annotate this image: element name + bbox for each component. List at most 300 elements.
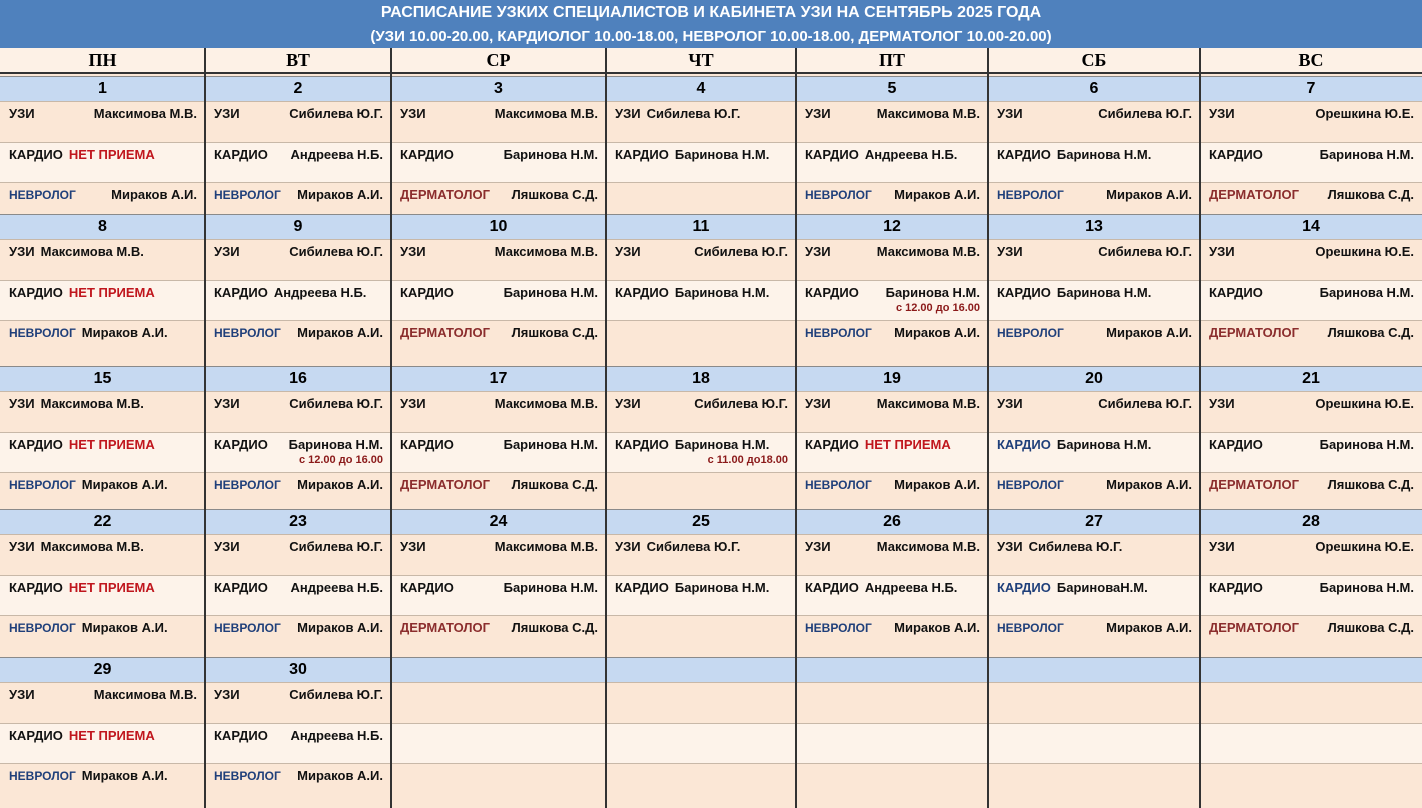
slot-line: [214, 437, 383, 453]
specialty-label: КАРДИО: [1209, 580, 1263, 595]
slot-line: [9, 325, 197, 341]
slot-line: [615, 244, 788, 260]
schedule-slot: [606, 763, 796, 804]
schedule-slot: [1200, 280, 1422, 320]
slot-line: [214, 620, 383, 636]
schedule-slot: [988, 575, 1200, 615]
doctor-name: Сибилева Ю.Г.: [289, 244, 383, 259]
specialty-label: УЗИ: [9, 106, 35, 121]
slot-line: [1209, 539, 1414, 555]
slot-line: [997, 325, 1192, 341]
slot-content: [796, 473, 988, 507]
doctor-name: Мираков А.И.: [81, 768, 168, 783]
specialty-label: УЗИ: [997, 244, 1023, 259]
slot-content: [1200, 281, 1422, 320]
column-divider: [987, 48, 989, 808]
slot-line: [214, 477, 383, 493]
specialty-label: НЕВРОЛОГ: [9, 188, 76, 202]
doctor-name: Ляшкова С.Д.: [511, 325, 598, 340]
schedule-slot: [1200, 320, 1422, 365]
schedule-slot: [606, 101, 796, 142]
specialty-label: УЗИ: [805, 396, 831, 411]
specialty-label: УЗИ: [1209, 539, 1235, 554]
slot-content: [606, 102, 796, 142]
schedule-slot: [0, 391, 205, 432]
slot-content: [391, 433, 606, 472]
slot-line: [1209, 244, 1414, 260]
slot-content: [988, 321, 1200, 365]
slot-line: [805, 620, 980, 636]
slot-content: [391, 240, 606, 280]
specialty-label: КАРДИО: [400, 147, 454, 162]
weekday-header: ЧТ: [606, 48, 796, 74]
slot-content: [205, 764, 391, 804]
slot-content: [391, 616, 606, 652]
doctor-name: Мираков А.И.: [894, 620, 980, 635]
specialty-label: КАРДИО: [214, 728, 268, 743]
weekday-header: ВС: [1200, 48, 1422, 74]
specialty-label: НЕВРОЛОГ: [805, 188, 872, 202]
specialty-label: УЗИ: [997, 539, 1023, 554]
schedule-slot: [391, 472, 606, 507]
schedule-slot: [1200, 763, 1422, 804]
slot-content: [796, 102, 988, 142]
slot-content: [796, 433, 988, 472]
slot-line: [9, 620, 197, 636]
specialty-label: УЗИ: [615, 396, 641, 411]
slot-line: [997, 437, 1192, 453]
specialty-label: КАРДИО: [9, 285, 63, 300]
page-title: РАСПИСАНИЕ УЗКИХ СПЕЦИАЛИСТОВ И КАБИНЕТА УЗИ НА СЕНТЯБРЬ 2025 ГОДА: [380, 4, 1042, 21]
slot-line: [1209, 477, 1414, 493]
schedule-slot: [796, 763, 988, 804]
slot-content: [205, 102, 391, 142]
slot-content: [988, 576, 1200, 615]
slot-content: [796, 183, 988, 214]
specialty-label: КАРДИО: [997, 147, 1051, 162]
day-number: 25: [606, 509, 796, 534]
specialty-label: НЕВРОЛОГ: [9, 621, 76, 635]
day-number: 28: [1200, 509, 1422, 534]
schedule-slot: [988, 534, 1200, 575]
slot-content: [988, 535, 1200, 575]
doctor-name: Максимова М.В.: [93, 687, 197, 702]
specialty-label: УЗИ: [1209, 244, 1235, 259]
doctor-name: Сибилева Ю.Г.: [289, 539, 383, 554]
slot-line: [615, 285, 788, 301]
day-number: 29: [0, 657, 205, 682]
slot-line: [997, 187, 1192, 203]
slot-content: [796, 535, 988, 575]
slot-line: [9, 728, 197, 744]
slot-line: [9, 687, 197, 703]
doctor-name: Максимова М.В.: [494, 539, 598, 554]
specialty-label: КАРДИО: [214, 437, 268, 452]
title-bar: [0, 0, 1422, 48]
specialty-label: НЕВРОЛОГ: [214, 621, 281, 635]
slot-line: [997, 620, 1192, 636]
schedule-slot: [988, 142, 1200, 182]
day-number: [606, 657, 796, 682]
slot-line: [214, 244, 383, 260]
slot-line: [214, 539, 383, 555]
doctor-name: Максимова М.В.: [876, 244, 980, 259]
doctor-name: Максимова М.В.: [93, 106, 197, 121]
doctor-name: Баринова Н.М.: [288, 437, 383, 452]
specialty-label: КАРДИО: [615, 147, 669, 162]
day-number: 30: [205, 657, 391, 682]
doctor-name: Сибилева Ю.Г.: [289, 106, 383, 121]
specialty-label: НЕВРОЛОГ: [997, 326, 1064, 340]
schedule-slot: [606, 239, 796, 280]
slot-content: [606, 433, 796, 472]
slot-line: [400, 285, 598, 301]
specialty-label: КАРДИО: [997, 437, 1051, 452]
slot-line: [9, 147, 197, 163]
slot-content: [391, 392, 606, 432]
schedule-slot: [606, 472, 796, 507]
time-range-note: с 12.00 до 16.00: [895, 302, 980, 314]
schedule-slot: [606, 682, 796, 723]
specialty-label: КАРДИО: [805, 437, 859, 452]
slot-content: [606, 143, 796, 182]
doctor-name: Орешкина Ю.Е.: [1315, 396, 1414, 411]
schedule-slot: [391, 432, 606, 472]
specialty-label: УЗИ: [400, 244, 426, 259]
schedule-slot: [205, 320, 391, 365]
no-reception-text: НЕТ ПРИЕМА: [68, 580, 155, 595]
doctor-name: Андреева Н.Б.: [290, 580, 383, 595]
slot-line: [615, 147, 788, 163]
schedule-slot: [391, 391, 606, 432]
slot-line: [805, 396, 980, 412]
specialty-label: КАРДИО: [214, 285, 268, 300]
slot-line: [1209, 396, 1414, 412]
column-divider: [605, 48, 607, 808]
doctor-name: Максимова М.В.: [494, 244, 598, 259]
schedule-slot: [391, 682, 606, 723]
specialty-label: КАРДИО: [805, 285, 859, 300]
slot-content: [988, 392, 1200, 432]
schedule-slot: [391, 182, 606, 214]
weekday-header: СБ: [988, 48, 1200, 74]
slot-line: [997, 285, 1192, 301]
no-reception-text: НЕТ ПРИЕМА: [68, 728, 155, 743]
doctor-name: Ляшкова С.Д.: [1327, 187, 1414, 202]
schedule-slot: [796, 575, 988, 615]
slot-line: [9, 477, 197, 493]
slot-line: [214, 768, 383, 784]
slot-line: [214, 106, 383, 122]
slot-line: [997, 580, 1192, 596]
doctor-name: Баринова Н.М.: [1056, 437, 1152, 452]
schedule-slot: [391, 101, 606, 142]
slot-line: [400, 244, 598, 260]
slot-content: [1200, 143, 1422, 182]
slot-content: [796, 576, 988, 615]
slot-content: [205, 240, 391, 280]
schedule-slot: [988, 280, 1200, 320]
doctor-name: Максимова М.В.: [40, 244, 144, 259]
day-number: 19: [796, 366, 988, 391]
doctor-name: Орешкина Ю.Е.: [1315, 106, 1414, 121]
slot-content: [606, 240, 796, 280]
doctor-name: Сибилева Ю.Г.: [694, 244, 788, 259]
column-divider: [204, 48, 206, 808]
doctor-name: Мираков А.И.: [81, 325, 168, 340]
slot-content: [606, 281, 796, 320]
doctor-name: Максимова М.В.: [876, 396, 980, 411]
specialty-label: КАРДИО: [615, 580, 669, 595]
day-number: 9: [205, 214, 391, 239]
slot-line: [997, 147, 1192, 163]
slot-content: [0, 683, 205, 723]
schedule-slot: [205, 534, 391, 575]
day-number: [988, 657, 1200, 682]
slot-line: [400, 187, 598, 203]
doctor-name: Баринова Н.М.: [503, 285, 598, 300]
schedule-slot: [1200, 534, 1422, 575]
schedule-slot: [1200, 615, 1422, 652]
day-number: 10: [391, 214, 606, 239]
slot-content: [0, 473, 205, 507]
specialty-label: КАРДИО: [805, 147, 859, 162]
slot-content: [0, 433, 205, 472]
specialty-label: НЕВРОЛОГ: [9, 326, 76, 340]
slot-line: [805, 325, 980, 341]
slot-line: [400, 620, 598, 636]
schedule-slot: [0, 280, 205, 320]
slot-content: [796, 321, 988, 365]
day-number: 27: [988, 509, 1200, 534]
slot-content: [205, 473, 391, 507]
schedule-slot: [0, 432, 205, 472]
column-divider: [390, 48, 392, 808]
doctor-name: Ляшкова С.Д.: [1327, 325, 1414, 340]
slot-line: [214, 325, 383, 341]
slot-content: [0, 183, 205, 214]
schedule-slot: [0, 615, 205, 652]
slot-line: [1209, 147, 1414, 163]
slot-line: [400, 396, 598, 412]
schedule-slot: [796, 723, 988, 763]
doctor-name: Сибилева Ю.Г.: [1098, 396, 1192, 411]
doctor-name: Сибилева Ю.Г.: [1028, 539, 1123, 554]
specialty-label: НЕВРОЛОГ: [9, 478, 76, 492]
specialty-label: УЗИ: [1209, 106, 1235, 121]
specialty-label: УЗИ: [9, 244, 35, 259]
slot-content: [606, 535, 796, 575]
specialty-label: НЕВРОЛОГ: [214, 769, 281, 783]
doctor-name: Мираков А.И.: [111, 187, 197, 202]
column-divider: [795, 48, 797, 808]
slot-line: [805, 539, 980, 555]
schedule-slot: [205, 723, 391, 763]
doctor-name: Сибилева Ю.Г.: [1098, 244, 1192, 259]
schedule-slot: [606, 320, 796, 365]
slot-content: [796, 281, 988, 320]
schedule-slot: [0, 723, 205, 763]
doctor-name: Мираков А.И.: [894, 187, 980, 202]
time-range-note: с 12.00 до 16.00: [298, 454, 383, 466]
doctor-name: Сибилева Ю.Г.: [289, 687, 383, 702]
specialty-label: НЕВРОЛОГ: [9, 769, 76, 783]
schedule-slot: [205, 575, 391, 615]
doctor-name: Ляшкова С.Д.: [511, 620, 598, 635]
slot-content: [391, 535, 606, 575]
slot-line: [805, 147, 980, 163]
schedule-slot: [988, 432, 1200, 472]
schedule-slot: [0, 534, 205, 575]
slot-content: [0, 281, 205, 320]
schedule-slot: [391, 615, 606, 652]
schedule-slot: [0, 101, 205, 142]
slot-content: [391, 281, 606, 320]
schedule-slot: [1200, 682, 1422, 723]
specialty-label: НЕВРОЛОГ: [805, 478, 872, 492]
doctor-name: Мираков А.И.: [297, 187, 383, 202]
slot-content: [391, 143, 606, 182]
doctor-name: Баринова Н.М.: [1319, 285, 1414, 300]
specialty-label: НЕВРОЛОГ: [997, 621, 1064, 635]
specialty-label: НЕВРОЛОГ: [805, 326, 872, 340]
schedule-slot: [988, 615, 1200, 652]
slot-content: [205, 535, 391, 575]
schedule-slot: [606, 615, 796, 652]
slot-line: [805, 106, 980, 122]
doctor-name: Баринова Н.М.: [1056, 285, 1152, 300]
doctor-name: Баринова Н.М.: [1319, 437, 1414, 452]
specialty-label: НЕВРОЛОГ: [997, 188, 1064, 202]
specialty-label: УЗИ: [400, 106, 426, 121]
doctor-name: Баринова Н.М.: [503, 437, 598, 452]
slot-content: [988, 473, 1200, 507]
slot-line: [615, 396, 788, 412]
specialty-label: ДЕРМАТОЛОГ: [400, 477, 491, 492]
schedule-slot: [988, 320, 1200, 365]
slot-content: [988, 433, 1200, 472]
schedule-slot: [205, 239, 391, 280]
slot-content: [391, 576, 606, 615]
specialty-label: ДЕРМАТОЛОГ: [1209, 325, 1300, 340]
slot-line: [805, 580, 980, 596]
schedule-slot: [606, 391, 796, 432]
slot-line: [400, 580, 598, 596]
slot-content: [796, 240, 988, 280]
doctor-name: Мираков А.И.: [81, 620, 168, 635]
weekday-header: ВТ: [205, 48, 391, 74]
doctor-name: Мираков А.И.: [297, 477, 383, 492]
day-number: 23: [205, 509, 391, 534]
specialty-label: УЗИ: [805, 106, 831, 121]
slot-line: [805, 437, 980, 453]
slot-line: [214, 580, 383, 596]
slot-line: [805, 285, 980, 301]
slot-content: [796, 143, 988, 182]
slot-content: [0, 535, 205, 575]
schedule-slot: [988, 239, 1200, 280]
schedule-slot: [205, 391, 391, 432]
specialty-label: НЕВРОЛОГ: [997, 478, 1064, 492]
schedule-slot: [796, 682, 988, 723]
doctor-name: Андреева Н.Б.: [273, 285, 367, 300]
schedule-slot: [391, 723, 606, 763]
doctor-name: Мираков А.И.: [1106, 620, 1192, 635]
schedule-slot: [606, 432, 796, 472]
slot-content: [988, 143, 1200, 182]
slot-content: [1200, 392, 1422, 432]
doctor-name: Орешкина Ю.Е.: [1315, 539, 1414, 554]
slot-content: [205, 392, 391, 432]
specialty-label: КАРДИО: [400, 285, 454, 300]
no-reception-text: НЕТ ПРИЕМА: [864, 437, 951, 452]
specialty-label: УЗИ: [615, 539, 641, 554]
schedule-slot: [606, 182, 796, 214]
schedule-slot: [796, 534, 988, 575]
schedule-slot: [0, 182, 205, 214]
schedule-slot: [205, 682, 391, 723]
slot-content: [988, 616, 1200, 652]
specialty-label: УЗИ: [214, 539, 240, 554]
slot-content: [0, 102, 205, 142]
slot-content: [0, 576, 205, 615]
day-number: 17: [391, 366, 606, 391]
slot-line: [400, 106, 598, 122]
doctor-name: Баринова Н.М.: [674, 147, 770, 162]
slot-line: [997, 244, 1192, 260]
slot-content: [205, 683, 391, 723]
slot-line: [997, 477, 1192, 493]
specialty-label: УЗИ: [1209, 396, 1235, 411]
day-number: 12: [796, 214, 988, 239]
schedule-slot: [1200, 472, 1422, 507]
specialty-label: УЗИ: [615, 244, 641, 259]
weekday-header: СР: [391, 48, 606, 74]
day-number: 13: [988, 214, 1200, 239]
specialty-label: КАРДИО: [1209, 285, 1263, 300]
schedule-slot: [205, 472, 391, 507]
specialty-label: КАРДИО: [9, 580, 63, 595]
slot-content: [1200, 433, 1422, 472]
specialty-label: ДЕРМАТОЛОГ: [1209, 620, 1300, 635]
time-range-note: с 11.00 до18.00: [707, 454, 788, 466]
schedule-slot: [0, 320, 205, 365]
slot-line: [997, 106, 1192, 122]
slot-line: [400, 539, 598, 555]
slot-content: [1200, 576, 1422, 615]
slot-line: [9, 187, 197, 203]
schedule-slot: [988, 682, 1200, 723]
doctor-name: Баринова Н.М.: [1319, 580, 1414, 595]
specialty-label: ДЕРМАТОЛОГ: [1209, 477, 1300, 492]
doctor-name: Максимова М.В.: [876, 539, 980, 554]
doctor-name: Максимова М.В.: [494, 106, 598, 121]
schedule-slot: [205, 615, 391, 652]
slot-content: [1200, 102, 1422, 142]
schedule-slot: [205, 182, 391, 214]
slot-line: [9, 437, 197, 453]
schedule-slot: [391, 142, 606, 182]
slot-line: [805, 244, 980, 260]
slot-line: [1209, 285, 1414, 301]
schedule-slot: [1200, 575, 1422, 615]
doctor-name: Орешкина Ю.Е.: [1315, 244, 1414, 259]
slot-content: [205, 143, 391, 182]
doctor-name: Мираков А.И.: [81, 477, 168, 492]
slot-line: [400, 477, 598, 493]
doctor-name: Баринова Н.М.: [1319, 147, 1414, 162]
schedule-slot: [796, 432, 988, 472]
